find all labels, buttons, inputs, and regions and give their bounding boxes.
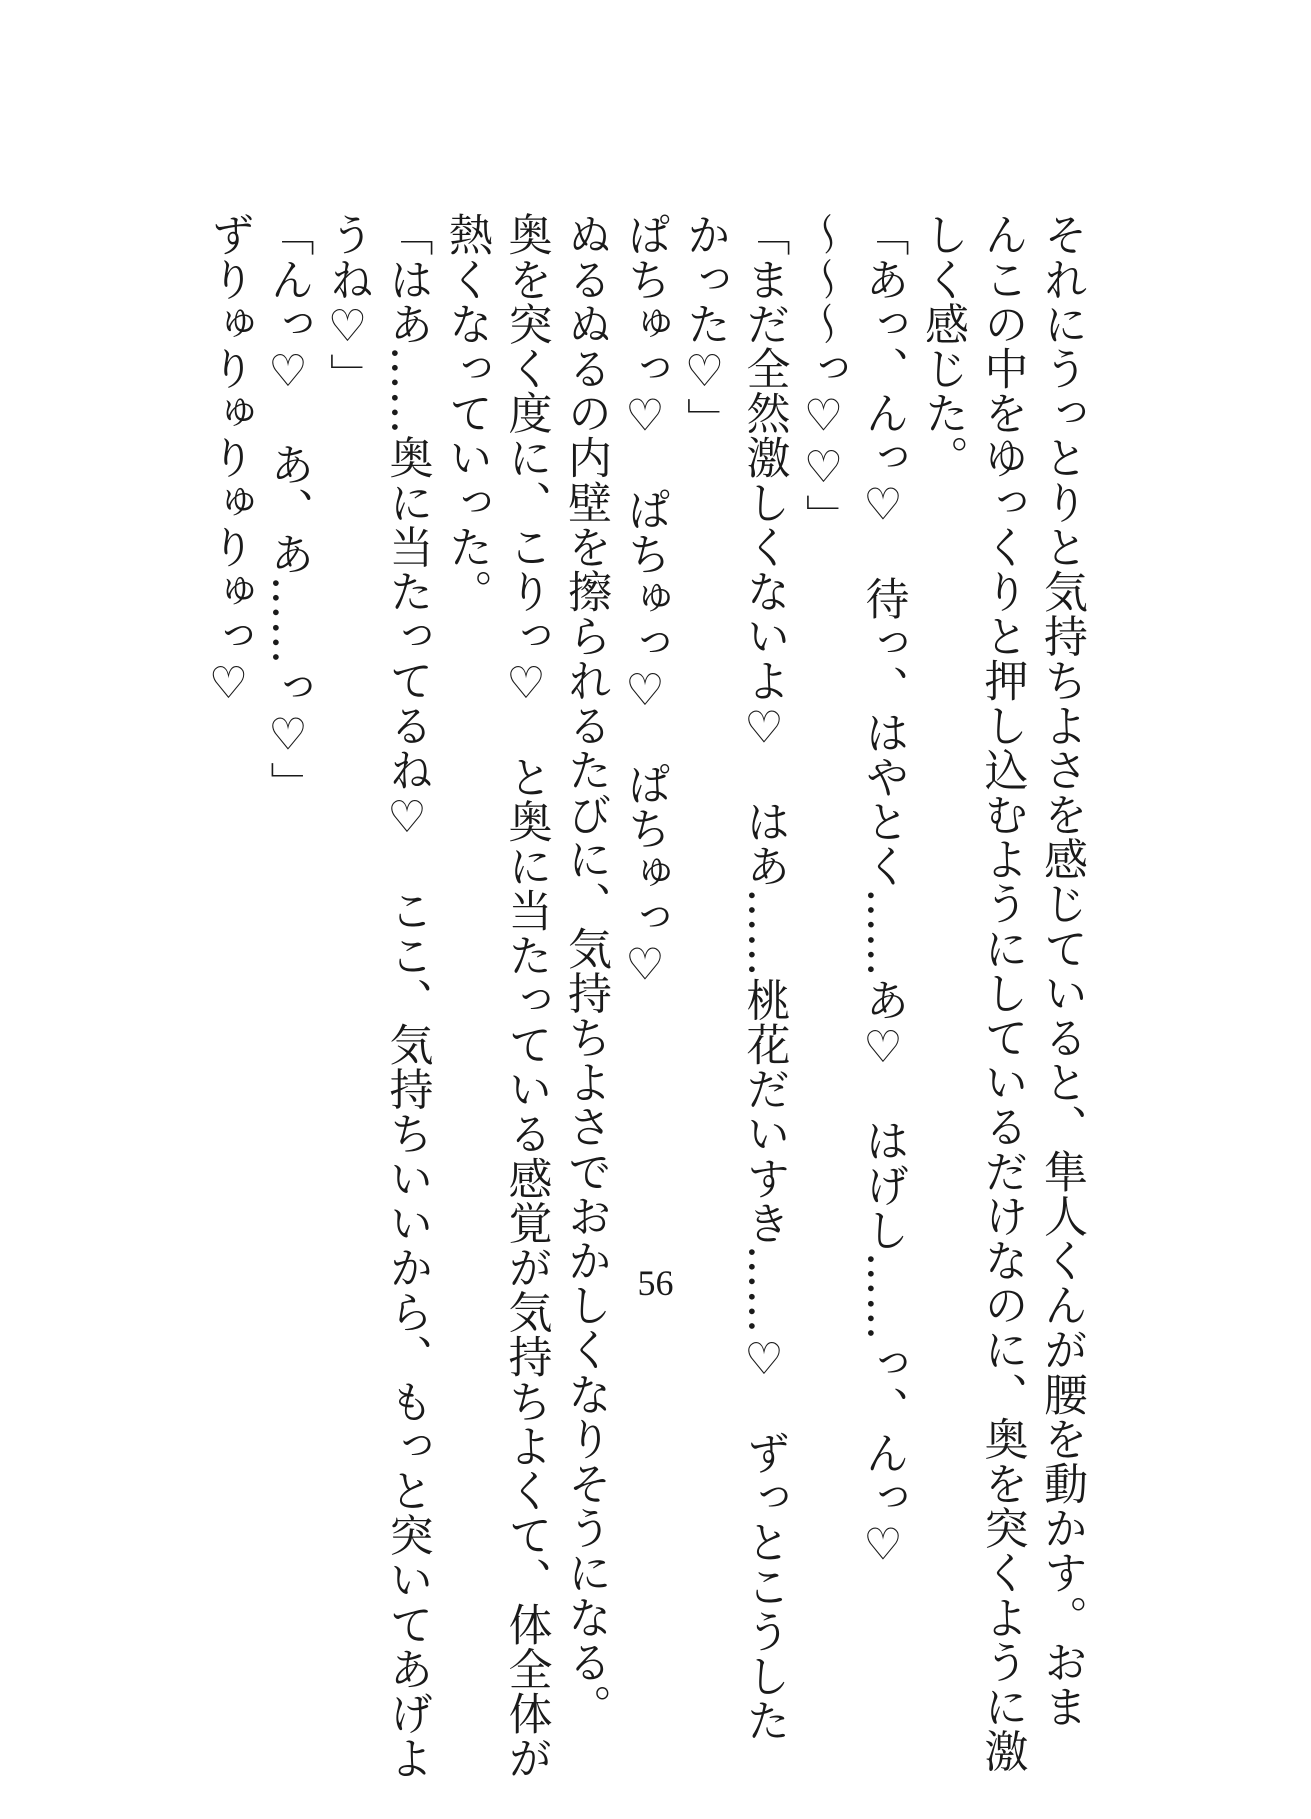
text-line: うね♡」 [322,212,373,398]
text-line: 「あっ、んっ♡ 待っ、はやとく……あ♡ はげし……っ、んっ♡ [857,212,909,1571]
page-number: 56 [637,1263,674,1303]
text-line: んこの中をゆっくりと押し込むようにしているだけなのに、奥を突くように激 [976,212,1028,1773]
text-line: 熱くなっていった。 [441,212,492,614]
text-line: 「はあ……奥に当たってるね♡ ここ、気持ちいいから、もっと突いてあげよ [381,212,433,1780]
text-line: かった♡」 [679,212,730,442]
text-line: それにうっとりと気持ちよさを感じていると、隼人くんが腰を動かす。おま [1036,212,1087,1729]
text-line: ぬるぬるの内壁を擦られるたびに、気持ちよさでおかしくなりそうになる。 [560,212,611,1729]
text-line: ずりゅりゅりゅりゅっ♡ [203,212,254,710]
text-line: ぱちゅっ♡ ぱちゅっ♡ ぱちゅっ♡ [619,212,671,992]
text-line: しく感じた。 [917,212,968,480]
text-line: 「まだ全然激しくないよ♡ はあ……桃花だいすき……♡ ずっとこうした [738,212,790,1743]
text-line: 奥を突く度に、こりっ♡ と奥に当たっている感覚が気持ちよくて、体全体が [500,212,552,1780]
text-line: 「んっ♡ あ、あ……っ♡」 [262,212,314,806]
text-line: 〜〜〜っ♡♡」 [798,212,849,539]
vertical-text-body [199,212,1092,1780]
